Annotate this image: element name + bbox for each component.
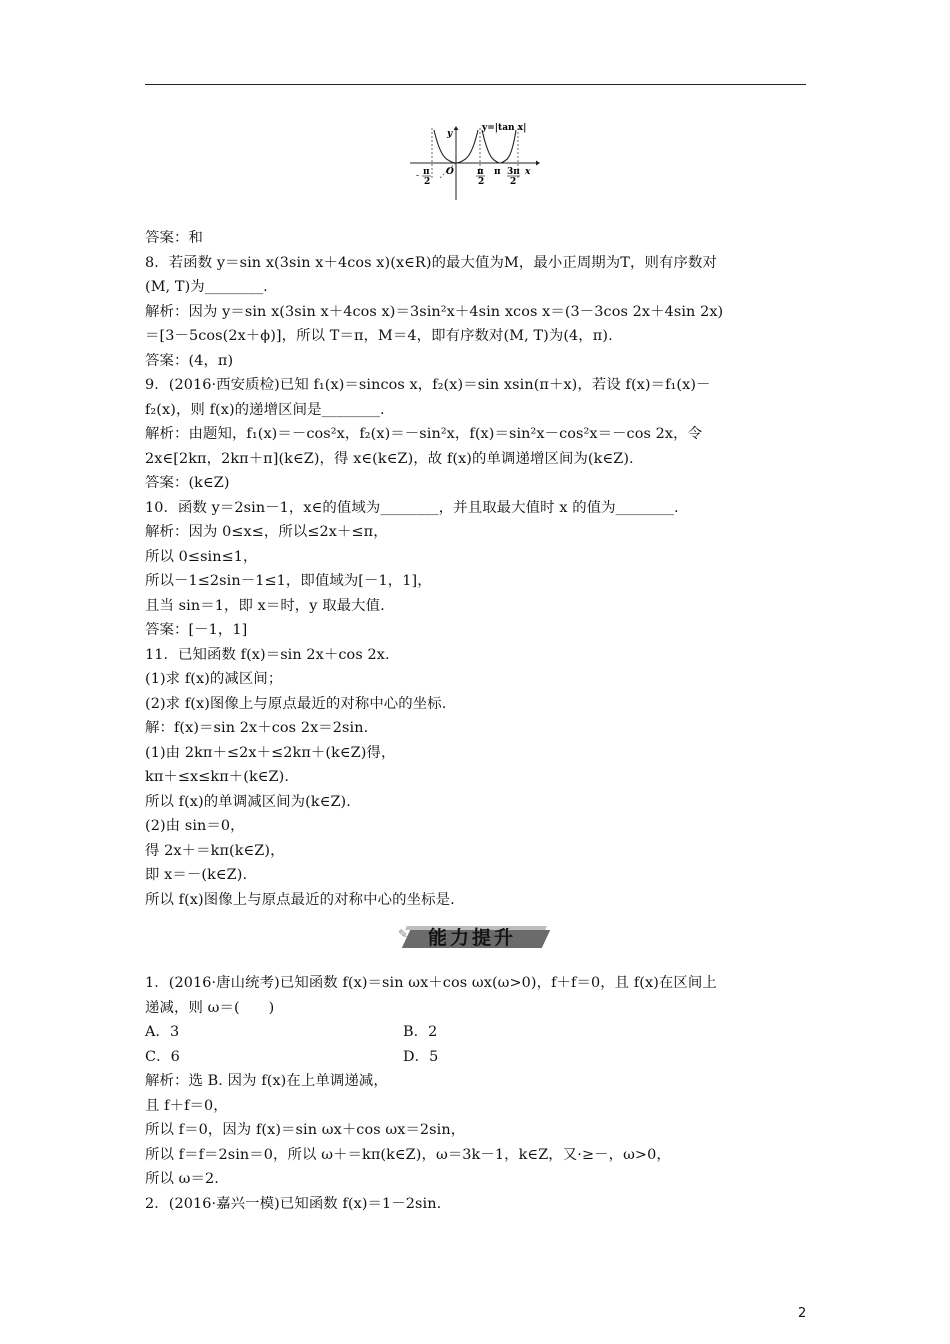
- options-row: [145, 1020, 815, 1045]
- header-rule: [145, 84, 806, 85]
- text-line: (1)由 2kπ＋≤2x＋≤2kπ＋(k∈Z)得，: [145, 744, 396, 761]
- curve-branch: [482, 130, 516, 163]
- document-body: [145, 226, 815, 912]
- text-line: 11．已知函数 f(x)＝sin 2x＋cos 2x.: [145, 646, 390, 663]
- text-line: 所以 f＝0，因为 f(x)＝sin ωx＋cos ωx＝2sin，: [145, 1122, 466, 1138]
- text-line: 解：f(x)＝sin 2x＋cos 2x＝2sin.: [145, 720, 369, 736]
- text-line: 2x∈[2kπ，2kπ＋π](k∈Z)，得 x∈(k∈Z)，故 f(x)的单调递增区间为(k∈Z).: [145, 450, 634, 467]
- option-b: B．2: [403, 1024, 438, 1040]
- text-line: 且当 sin＝1，即 x＝时，y 取最大值.: [145, 597, 385, 614]
- tick-neg-half-pi-den: 2: [424, 177, 431, 187]
- section-banner: [398, 921, 548, 951]
- banner-title: 能力提升: [428, 927, 517, 949]
- text-line: (2)求 f(x)图像上与原点最近的对称中心的坐标.: [145, 695, 447, 712]
- tick-neg-half-pi-num: π: [423, 167, 430, 177]
- x-label: x: [525, 167, 531, 177]
- text-line: 即 x＝－(k∈Z).: [145, 867, 248, 883]
- text-line: (2)由 sin＝0，: [145, 818, 245, 834]
- text-line: 解析：选 B. 因为 f(x)在上单调递减，: [145, 1073, 388, 1089]
- tick-neg-sign: -: [416, 171, 420, 181]
- curve-label: y=|tan x|: [482, 123, 527, 133]
- text-line: 递减，则 ω＝( ): [145, 999, 275, 1016]
- origin-label: O: [446, 167, 454, 177]
- option-d: D．5: [403, 1048, 439, 1065]
- tick-half-pi-num: π: [477, 167, 484, 177]
- y-label: y: [447, 129, 453, 139]
- document-body-2: [145, 971, 815, 1216]
- tan-abs-figure: [410, 118, 540, 202]
- text-line: 且 f＋f＝0，: [145, 1097, 228, 1114]
- text-line: 所以 f＝f＝2sin＝0，所以 ω＋＝kπ(k∈Z)，ω＝3k－1，k∈Z，又·≥－，ω>0，: [145, 1146, 671, 1163]
- text-line: 答案：(4，π): [145, 352, 234, 369]
- tick-pi: π: [494, 167, 501, 177]
- text-line: 得 2x＋＝kπ(k∈Z)，: [145, 842, 285, 859]
- text-line: f₂(x)，则 f(x)的递增区间是________.: [145, 401, 385, 418]
- x-axis-arrow: [536, 161, 540, 166]
- tick-three-half-pi-den: 2: [510, 177, 517, 187]
- text-line: 解析：因为 y＝sin x(3sin x＋4cos x)＝3sin²x＋4sin xcos x＝(3－3cos 2x＋4sin 2x): [145, 303, 724, 320]
- text-line: 8．若函数 y＝sin x(3sin x＋4cos x)(x∈R)的最大值为M，最小正周期为T，则有序数对: [145, 254, 717, 271]
- text-line: 答案：[－1，1]: [145, 622, 248, 638]
- text-line: 答案：和: [145, 230, 203, 246]
- text-line: 解析：由题知，f₁(x)＝－cos²x，f₂(x)＝－sin²x，f(x)＝sin²x－cos²x＝－cos 2x，令: [145, 426, 703, 442]
- options-row: [145, 1045, 815, 1070]
- text-line: 9．(2016·西安质检)已知 f₁(x)＝sincos x，f₂(x)＝sin xsin(π＋x)，若设 f(x)＝f₁(x)－: [145, 377, 711, 393]
- text-line: kπ＋≤x≤kπ＋(k∈Z).: [145, 769, 290, 785]
- text-line: 2．(2016·嘉兴一模)已知函数 f(x)＝1－2sin.: [145, 1195, 442, 1212]
- text-line: ＝[3－5cos(2x＋ϕ)]，所以 T＝π，M＝4，即有序数对(M, T)为(4，π).: [145, 328, 613, 344]
- text-line: 所以 ω＝2.: [145, 1171, 219, 1187]
- text-line: 所以－1≤2sin－1≤1，即值域为[－1，1]，: [145, 573, 432, 589]
- text-line: 所以 0≤sin≤1，: [145, 548, 258, 565]
- page-number: 2: [798, 1306, 807, 1321]
- tick-half-pi-den: 2: [478, 177, 485, 187]
- text-line: 所以 f(x)的单调减区间为(k∈Z).: [145, 793, 351, 810]
- text-line: 解析：因为 0≤x≤，所以≤2x＋≤π，: [145, 524, 388, 540]
- text-line: (1)求 f(x)的减区间；: [145, 671, 283, 687]
- text-line: 10．函数 y＝2sin－1，x∈的值域为________，并且取最大值时 x 的值为________.: [145, 499, 679, 516]
- text-line: (M, T)为________.: [145, 279, 268, 295]
- option-c: C．6: [145, 1048, 180, 1065]
- text-line: 答案：(k∈Z): [145, 475, 230, 491]
- pencil-icon: ✎: [398, 927, 409, 941]
- tick-three-half-pi-num: 3π: [507, 167, 520, 177]
- option-a: A．3: [145, 1024, 180, 1040]
- text-line: 1．(2016·唐山统考)已知函数 f(x)＝sin ωx＋cos ωx(ω>0)，f＋f＝0，且 f(x)在区间上: [145, 975, 717, 991]
- y-axis-arrow: [454, 126, 459, 130]
- text-line: 所以 f(x)图像上与原点最近的对称中心的坐标是.: [145, 891, 455, 908]
